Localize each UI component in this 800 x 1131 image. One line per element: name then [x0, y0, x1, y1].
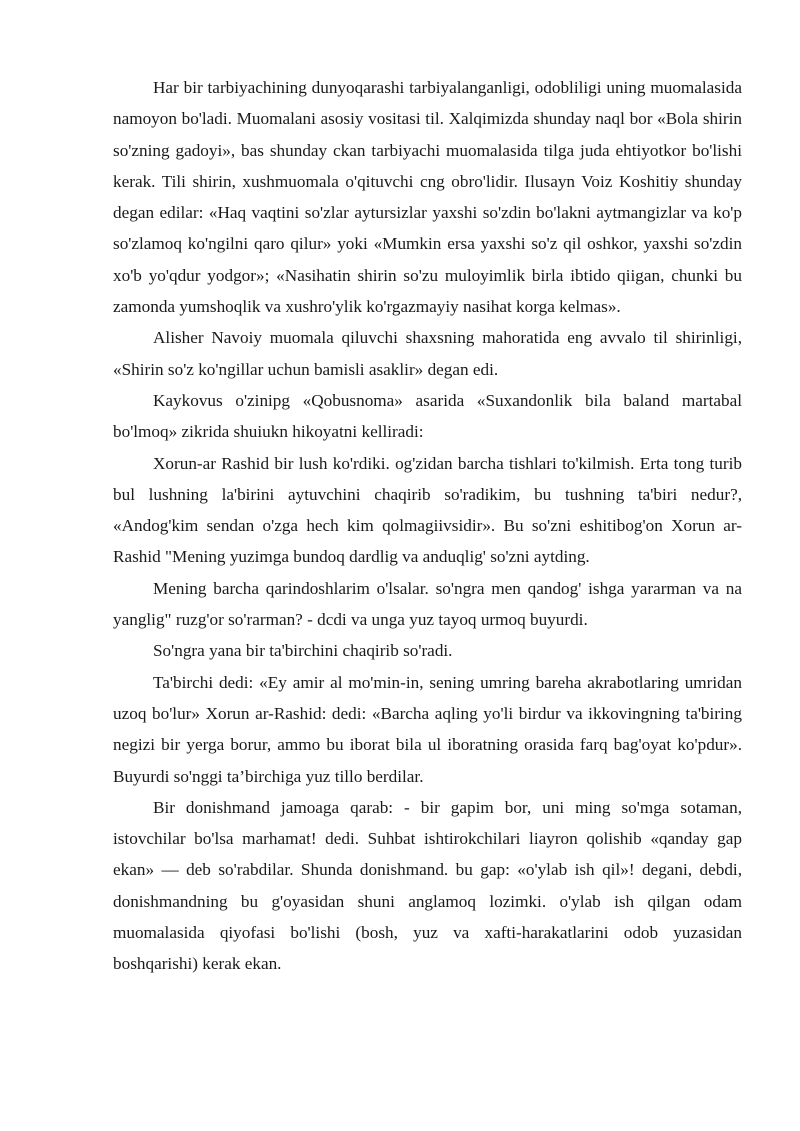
document-page	[113, 72, 742, 980]
paragraph: Bir donishmand jamoaga qarab: - bir gapim bor, uni ming so'mga sotaman, istovchilar bo'lsa marhamat! dedi. Suhbat ishtirokchilari liayron qolishib «qanday gap ekan» — deb so'rabdilar. Shunda donishmand. bu gap: «o'ylab ish qil»! degani, debdi, donishmandning bu g'oyasidan shuni anglamoq lozimki. o'ylab ish qilgan odam muomalasida qiyofasi bo'lishi (bosh, yuz va xafti-harakatlarini odob yuzasidan boshqarishi) kerak ekan.	[113, 797, 742, 974]
paragraph: Mening barcha qarindoshlarim o'lsalar. so'ngra men qandog' ishga yararman va na yanglig" ruzg'or so'rarman? - dcdi va unga yuz tayoq urmoq buyurdi.	[113, 578, 742, 630]
paragraph: Alisher Navoiy muomala qiluvchi shaxsning mahoratida eng avvalo til shirinligi, «Shirin so'z ko'ngillar uchun bamisli asaklir» degan edi.	[113, 328, 742, 379]
paragraph: Har bir tarbiyachining dunyoqarashi tarbiyalanganligi, odobliligi uning muomalasida namoyon bo'ladi. Muomalani asosiy vositasi til. Xalqimizda shunday naql bor «Bola shirin so'zning gadoyi», bas shunday ckan tarbiyachi muomalasida tilga juda ehtiyotkor bo'lishi kerak. Tili shirin, xushmuomala o'qituvchi cng obro'lidir. Ilusayn Voiz Koshitiy shunday degan edilar: «Haq vaqtini so'zlar aytursizlar yaxshi so'zdin bo'lakni aytmangizlar va ko'p so'zlamoq ko'ngilni qaro qilur» yoki «Mumkin ersa yaxshi so'z qil oshkor, yaxshi so'zdin xo'b yo'qdur yodgor»; «Nasihatin shirin so'zu muloyimlik birla ibtido qiigan, chunki bu zamonda yumshoqlik va xushro'ylik ko'rgazmayiy nasihat korga kelmas».	[113, 78, 742, 317]
paragraph: Kaykovus o'zinipg «Qobusnoma» asarida «Suxandonlik bila baland martabal bo'lmoq» zikrida shuiukn hikoyatni kelliradi:	[113, 390, 742, 442]
paragraph: So'ngra yana bir ta'birchini chaqirib so'radi.	[153, 641, 453, 661]
paragraph: Ta'birchi dedi: «Ey amir al mo'min-in, sening umring bareha akrabotlaring umridan uzoq bo'lur» Xorun ar-Rashid: dedi: «Barcha aqling yo'li birdur va ikkovingning ta'biring negizi bir yerga borur, ammo bu iborat bila ul iboratning orasida farq bag'oyat ko'pdur». Buyurdi so'nggi ta’birchiga yuz tillo berdilar.	[113, 672, 742, 786]
paragraph: Xorun-ar Rashid bir lush ko'rdiki. og'zidan barcha tishlari to'kilmish. Erta tong turib bul lushning la'birini aytuvchini chaqirib so'radikim, bu tushning ta'biri nedur?, «Andog'kim sendan o'zga hech kim qolmagiivsidir». Bu so'zni eshitibog'on Xorun ar-Rashid "Mening yuzimga bundoq dardlig va anduqlig' so'zni aytding.	[113, 453, 742, 567]
